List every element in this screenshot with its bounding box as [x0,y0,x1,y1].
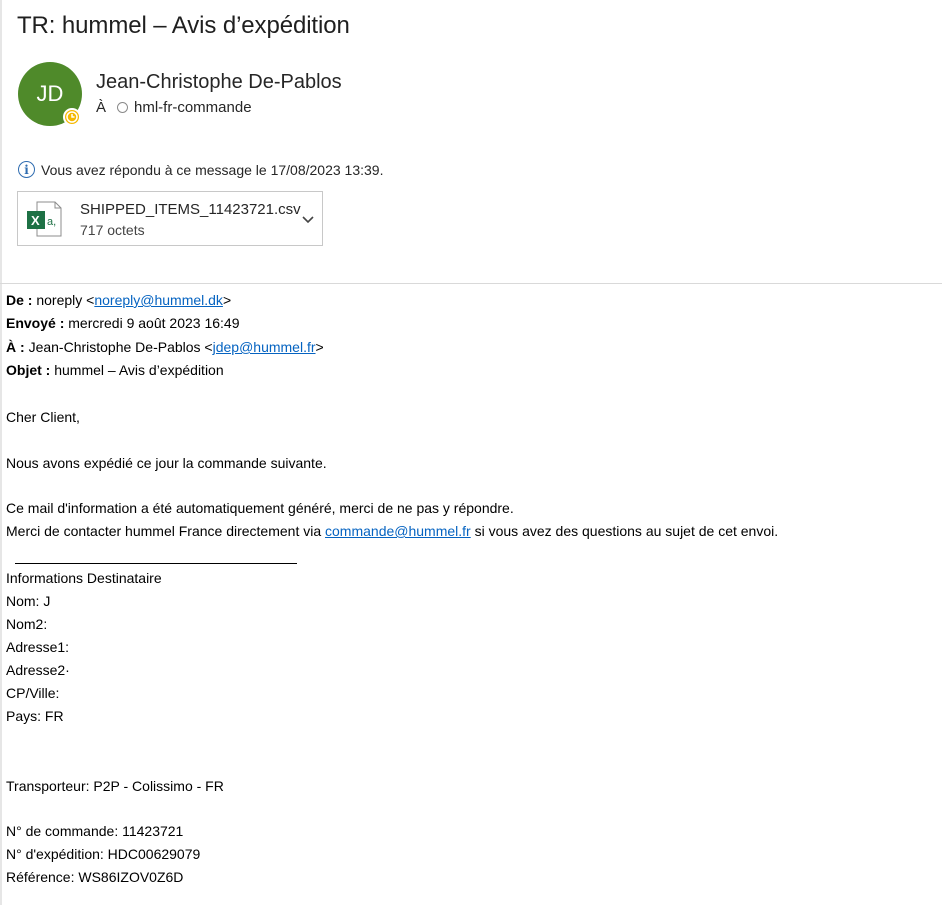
header-divider [0,283,942,284]
svg-text:X: X [31,213,40,228]
object-value: hummel – Avis d’expédition [54,362,224,378]
attachment-size: 717 octets [80,222,145,238]
email-subject: TR: hummel – Avis d’expédition [17,12,350,39]
from-close: > [222,292,232,308]
object-label: Objet : [6,362,51,378]
to-line [96,99,252,116]
adresse2-field: Adresse2· [6,662,70,678]
reference-field: Référence: WS86IZOV0Z6D [6,869,184,885]
cp-ville-field: CP/Ville: [6,685,60,701]
info-title: Informations Destinataire [6,570,162,586]
sender-name[interactable]: Jean-Christophe De-Pablos [96,71,342,93]
to-label: À : [6,339,25,355]
from-label: De : [6,292,33,308]
nom-field: Nom: J [6,593,51,609]
chevron-down-icon[interactable] [301,212,315,226]
info-icon: i [18,161,35,178]
from-email-link[interactable]: noreply@hummel.dk [94,292,223,308]
attachment-card[interactable] [17,191,323,246]
nom2-field: Nom2: [6,616,48,632]
pane-border [0,0,2,905]
body-line-1: Nous avons expédié ce jour la commande suivante. [6,455,327,471]
excel-file-icon [25,200,63,238]
reply-info [18,161,383,178]
body-line-3-post: si vous avez des questions au sujet de cet envoi. [470,523,779,539]
transporteur-field: Transporteur: P2P - Colissimo - FR [6,778,224,794]
object-header [6,362,224,378]
body-line-2: Ce mail d'information a été automatiquement généré, merci de ne pas y répondre. [6,500,514,516]
presence-circle-icon [117,102,128,113]
to-name: Jean-Christophe De-Pablos < [28,339,213,355]
sent-label: Envoyé : [6,315,65,331]
svg-text:a,: a, [47,216,57,228]
body-line-3-pre: Merci de contacter hummel France directement via [6,523,326,539]
to-header [6,339,324,355]
avatar-initials: JD [36,81,64,106]
pays-field: Pays: FR [6,708,64,724]
attachment-name: SHIPPED_ITEMS_11423721.csv [80,201,301,218]
to-email-link[interactable]: jdep@hummel.fr [212,339,316,355]
body-line-3 [6,523,778,539]
recipient-name[interactable]: hml-fr-commande [134,99,252,116]
from-header [6,292,231,308]
to-close: > [315,339,324,355]
sent-header [6,315,239,331]
from-name: noreply < [36,292,95,308]
to-prefix: À [96,99,107,116]
expedition-field: N° d'expédition: HDC00629079 [6,846,201,862]
commande-email-link[interactable]: commande@hummel.fr [325,523,471,539]
reply-info-text: Vous avez répondu à ce message le 17/08/2023 13:39. [41,161,384,178]
separator-line [15,563,297,564]
sent-value: mercredi 9 août 2023 16:49 [68,315,240,331]
adresse1-field: Adresse1: [6,639,70,655]
clock-icon [63,108,81,126]
greeting: Cher Client, [6,409,80,425]
commande-field: N° de commande: 11423721 [6,823,184,839]
